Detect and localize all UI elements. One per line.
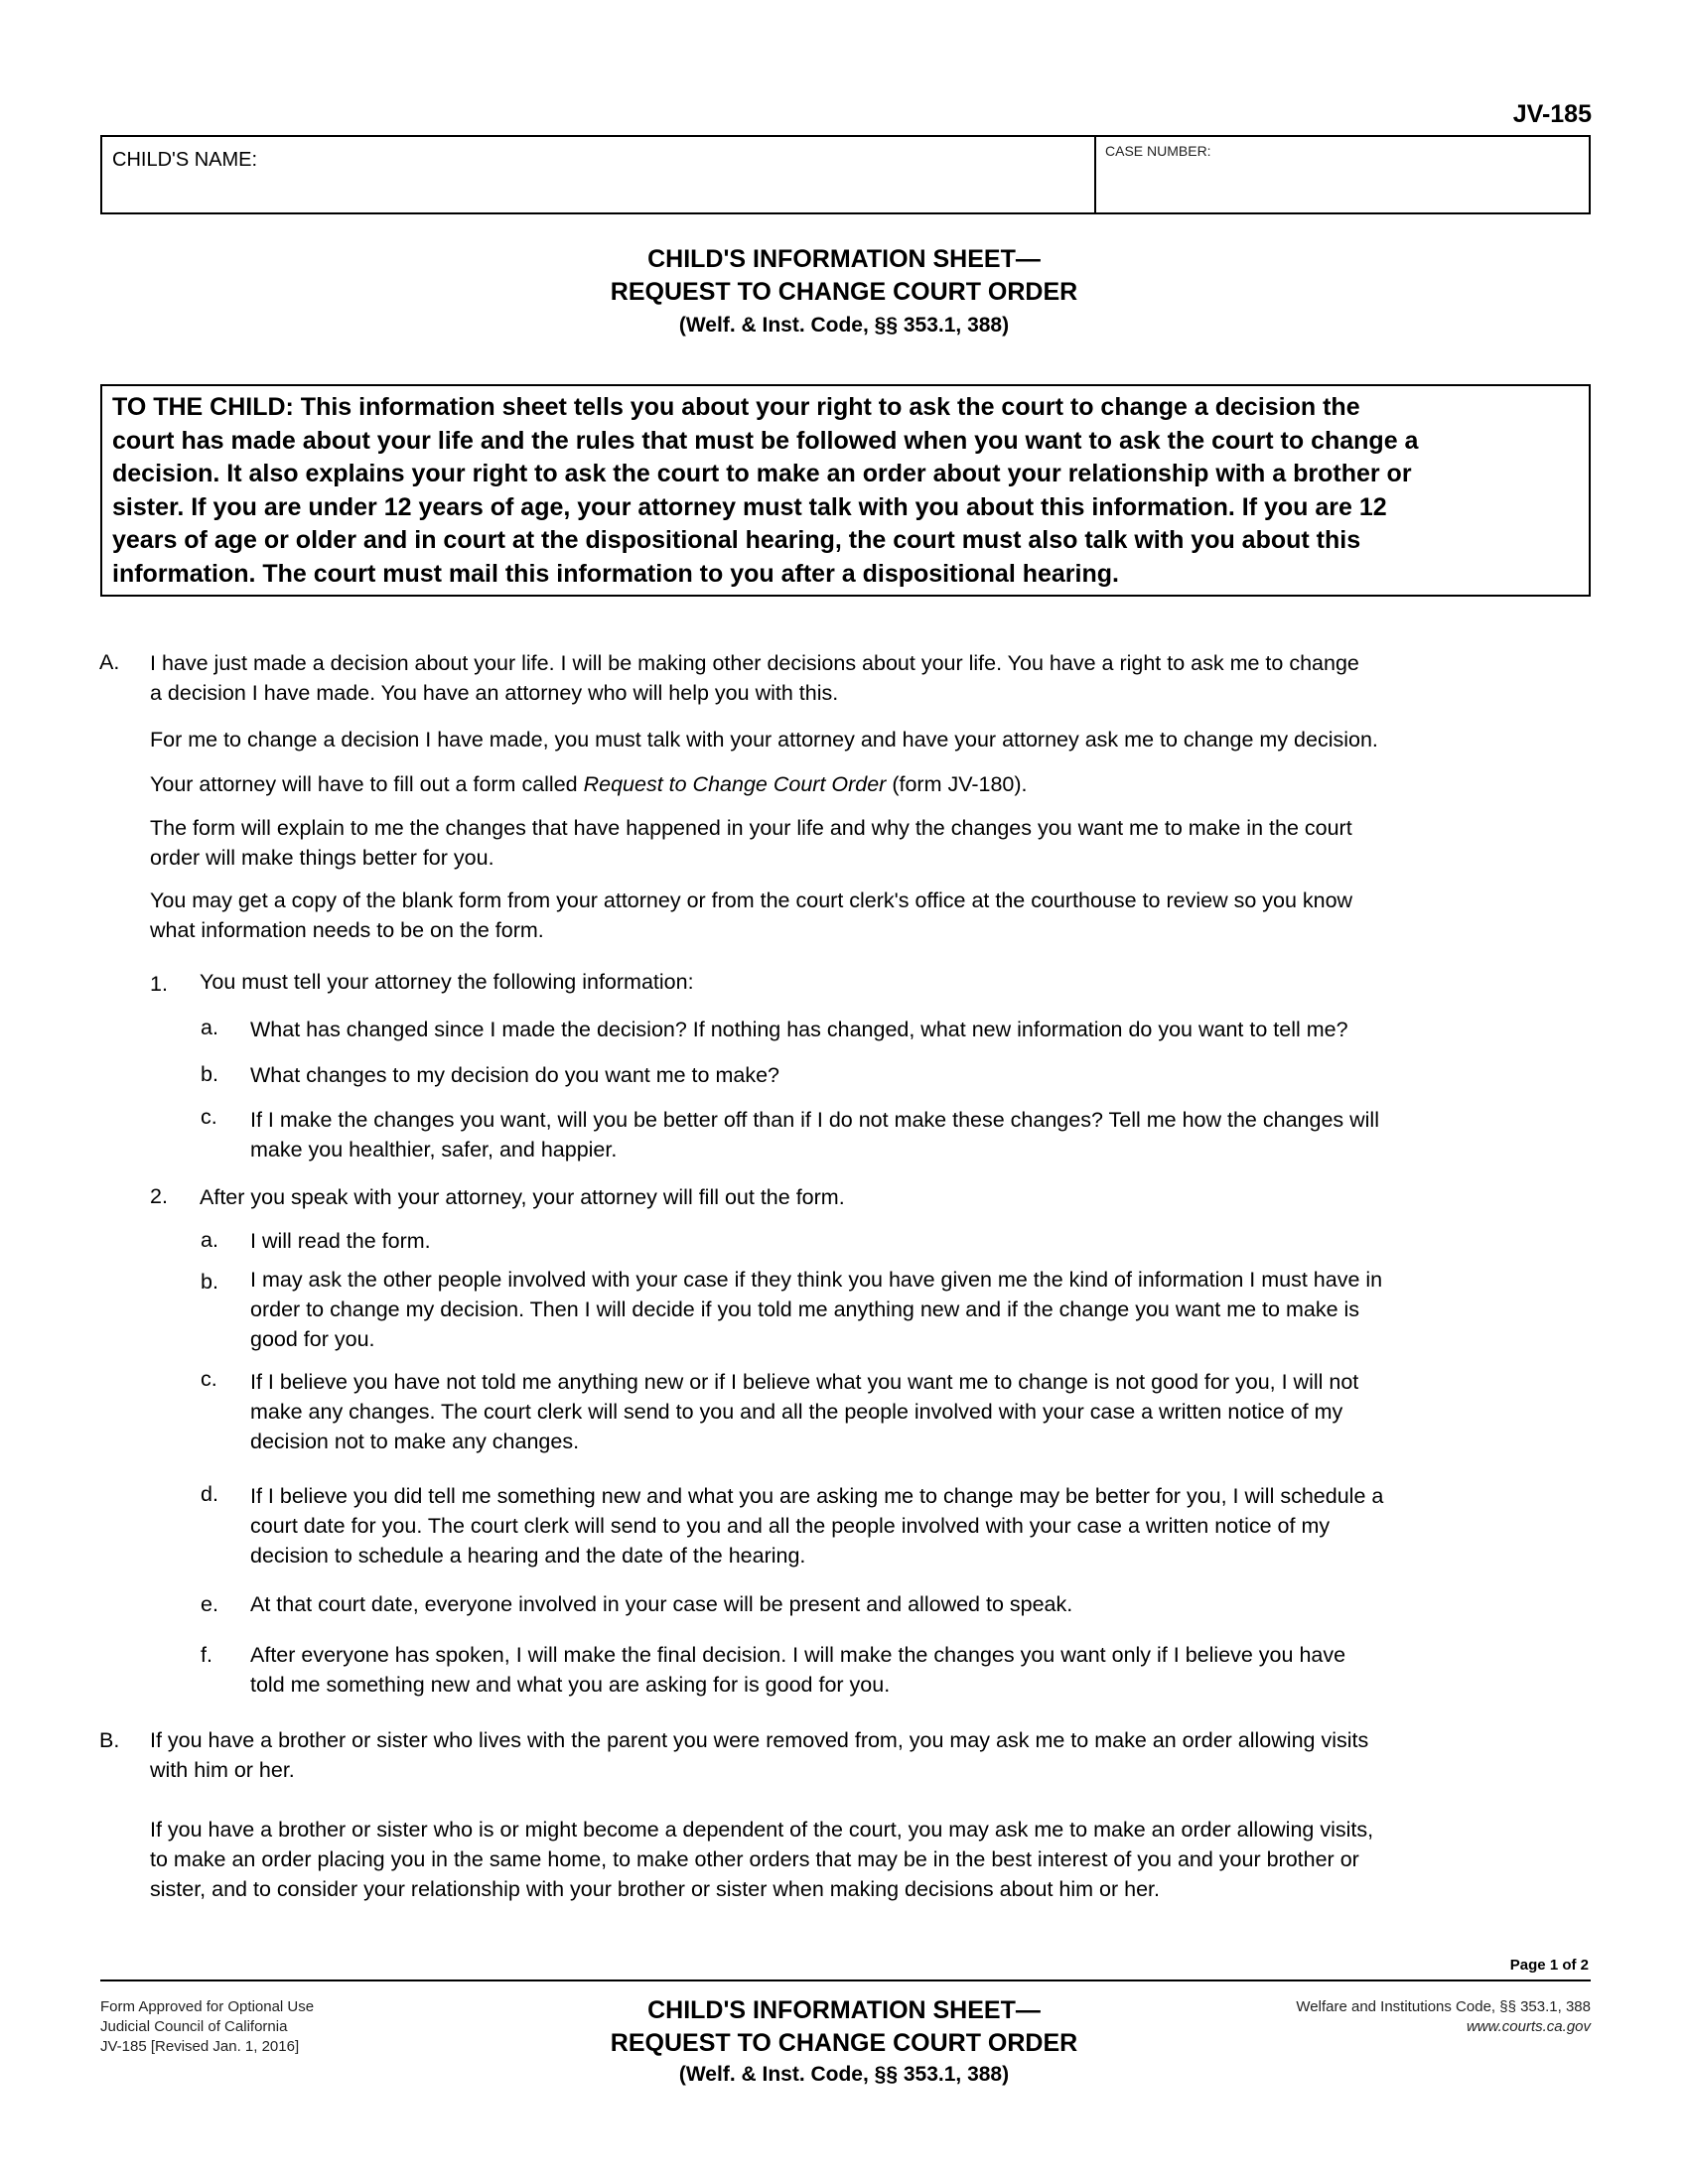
footer-line: Form Approved for Optional Use [100,1998,315,2015]
notice-line: decision. It also explains your right to ask the court to make an order about your relationship with a brother or [112,460,1412,488]
text-line: order to change my decision. Then I will decide if you told me anything new and if the change you want me to make is [250,1297,1360,1321]
text-line: make you healthier, safer, and happier. [250,1138,618,1161]
notice-line: years of age or older and in court at the dispositional hearing, the court must also talk with you about this [112,526,1361,555]
item-2a-text: I will read the form. [250,1229,431,1253]
section-a-paragraph-5 [150,886,1595,945]
item-2c-text [250,1367,1595,1456]
text-line: order will make things better for you. [150,846,494,870]
footer-title-line2: REQUEST TO CHANGE COURT ORDER [610,2029,1078,2057]
text-line: to make an order placing you in the same home, to make other orders that may be in the best interest of you and your brother or [150,1847,1359,1871]
item-1c-text [250,1105,1595,1164]
item-2d-letter: d. [201,1482,218,1506]
section-a-paragraph-1 [150,648,1595,708]
item-2-number: 2. [150,1184,168,1208]
section-a-paragraph-2: For me to change a decision I have made, you must talk with your attorney and have your attorney ask me to change my decision. [150,728,1378,751]
text-line: a decision I have made. You have an attorney who will help you with this. [150,681,839,705]
item-2e-letter: e. [201,1592,218,1616]
text-line: If I make the changes you want, will you be better off than if I do not make these changes? Tell me how the changes will [250,1108,1379,1132]
text-line: court date for you. The court clerk will send to you and all the people involved with your case a written notice of my [250,1514,1331,1538]
item-1c-letter: c. [201,1105,217,1129]
section-b-paragraph-2 [150,1815,1595,1904]
text-line: with him or her. [150,1758,295,1782]
item-1-text: You must tell your attorney the following information: [200,970,694,994]
item-2b-text [250,1265,1595,1354]
item-1b-letter: b. [201,1062,218,1086]
text-line: If you have a brother or sister who lives with the parent you were removed from, you may ask me to make an order allowing visits [150,1728,1369,1752]
text-line: what information needs to be on the form. [150,918,544,942]
text-line: The form will explain to me the changes that have happened in your life and why the changes you want me to make in the court [150,816,1352,840]
item-2e-text: At that court date, everyone involved in your case will be present and allowed to speak. [250,1592,1073,1616]
notice-line: information. The court must mail this information to you after a dispositional hearing. [112,559,1119,588]
text-span: (form JV-180). [886,772,1028,796]
header-divider [1094,137,1096,212]
item-2f-letter: f. [201,1643,212,1667]
text-line: After everyone has spoken, I will make the final decision. I will make the changes you want only if I believe you have [250,1643,1346,1667]
page-title-line2: REQUEST TO CHANGE COURT ORDER [610,278,1078,306]
item-2-text: After you speak with your attorney, your attorney will fill out the form. [200,1185,845,1209]
text-line: sister, and to consider your relationship with your brother or sister when making decisions about him or her. [150,1877,1160,1901]
text-line: You may get a copy of the blank form from your attorney or from the court clerk's office at the courthouse to review so you know [150,888,1353,912]
courts-website-link[interactable]: www.courts.ca.gov [1466,2018,1591,2035]
text-line: make any changes. The court clerk will send to you and all the people involved with your case a written notice of my [250,1400,1343,1424]
footer-code-reference: Welfare and Institutions Code, §§ 353.1, 388 [1296,1998,1591,2015]
text-line: good for you. [250,1327,375,1351]
section-a-paragraph-3 [150,769,1595,799]
header-box [100,135,1591,214]
text-line: told me something new and what you are asking for is good for you. [250,1673,891,1697]
text-line: If I believe you did tell me something new and what you are asking me to change may be better for you, I will schedule a [250,1484,1384,1508]
page-title-line1: CHILD'S INFORMATION SHEET— [647,245,1041,273]
footer-title-line1: CHILD'S INFORMATION SHEET— [647,1996,1041,2024]
notice-line: sister. If you are under 12 years of age, your attorney must talk with you about this information. If you are 12 [112,492,1387,521]
item-2d-text [250,1481,1595,1570]
text-span: Your attorney will have to fill out a form called [150,772,584,796]
item-1-number: 1. [150,972,168,996]
page-number: Page 1 of 2 [1509,1957,1589,1974]
notice-line: court has made about your life and the rules that must be followed when you want to ask the court to change a [112,426,1419,455]
item-1a-letter: a. [201,1016,218,1039]
footer-line: JV-185 [Revised Jan. 1, 2016] [100,2038,300,2055]
item-1b-text: What changes to my decision do you want me to make? [250,1063,779,1087]
item-2f-text [250,1640,1595,1700]
notice-line: TO THE CHILD: This information sheet tells you about your right to ask the court to change a decision the [112,393,1360,421]
section-a-letter: A. [99,650,120,674]
item-2c-letter: c. [201,1367,217,1391]
text-line: I have just made a decision about your life. I will be making other decisions about your life. You have a right to ask me to change [150,651,1359,675]
footer-legal-reference [1296,1997,1591,2037]
text-line: If you have a brother or sister who is or might become a dependent of the court, you may ask me to make an order allowing visits, [150,1818,1374,1842]
item-2a-letter: a. [201,1228,218,1252]
text-line: decision to schedule a hearing and the date of the hearing. [250,1544,806,1568]
case-number-field[interactable]: CASE NUMBER: [1105,143,1211,159]
text-line: decision not to make any changes. [250,1430,580,1453]
form-number: JV-185 [1512,100,1592,128]
item-1a-text: What has changed since I made the decision? If nothing has changed, what new information do you want to tell me? [250,1018,1348,1041]
notice-to-child-box [100,384,1591,597]
text-line: If I believe you have not told me anything new or if I believe what you want me to change is not good for you, I will not [250,1370,1359,1394]
child-name-field[interactable]: CHILD'S NAME: [112,149,258,171]
page-subtitle: (Welf. & Inst. Code, §§ 353.1, 388) [678,314,1010,337]
section-b-paragraph-1 [150,1725,1595,1785]
footer-divider [100,1979,1591,1981]
form-title-reference: Request to Change Court Order [583,772,887,796]
footer-line: Judicial Council of California [100,2018,288,2035]
item-2b-letter: b. [201,1270,218,1294]
text-line: I may ask the other people involved with your case if they think you have given me the kind of information I must have in [250,1268,1383,1292]
section-b-letter: B. [99,1728,120,1752]
footer-subtitle: (Welf. & Inst. Code, §§ 353.1, 388) [678,2063,1010,2086]
section-a-paragraph-4 [150,813,1595,873]
